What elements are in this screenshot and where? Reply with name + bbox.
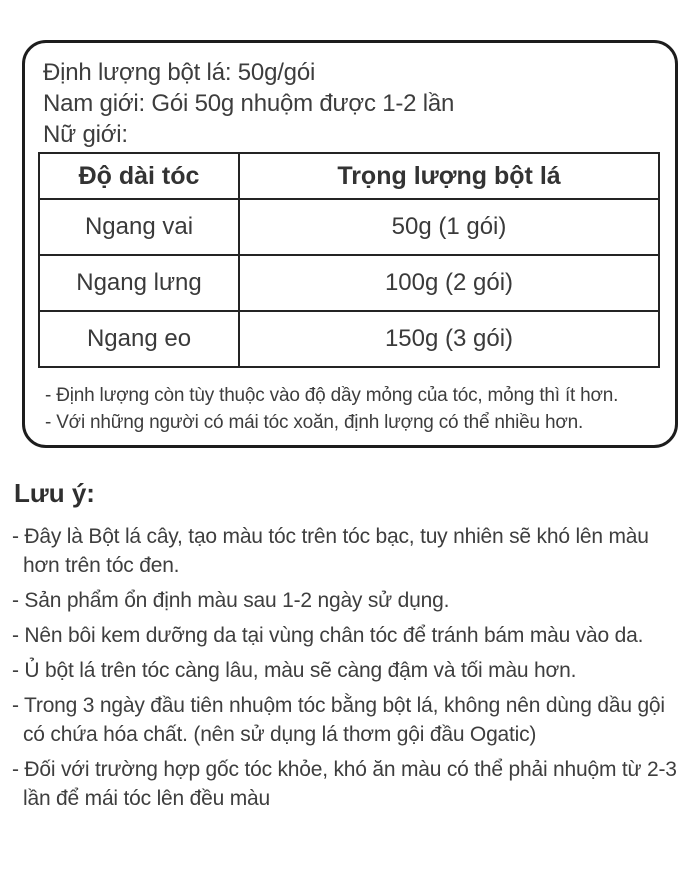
table-row xyxy=(39,255,659,311)
table-header-row xyxy=(39,153,659,199)
note-item: - Sản phẩm ổn định màu sau 1-2 ngày sử dụng. xyxy=(12,589,450,612)
intro-line-men: Nam giới: Gói 50g nhuộm được 1-2 lần xyxy=(43,90,455,117)
note-item: - Nên bôi kem dưỡng da tại vùng chân tóc để tránh bám màu vào da. xyxy=(12,624,644,647)
dosage-box xyxy=(22,40,678,448)
cell-powder-weight: 50g (1 gói) xyxy=(239,199,659,255)
footnote-curly-hair: - Với những người có mái tóc xoăn, định lượng có thể nhiều hơn. xyxy=(45,412,584,433)
dosage-intro xyxy=(43,57,657,150)
notes-list xyxy=(12,522,688,813)
notes-section xyxy=(12,478,688,819)
cell-hair-length: Ngang lưng xyxy=(39,255,239,311)
note-item: - Đối với trường hợp gốc tóc khỏe, khó ăn màu có thể phải nhuộm từ 2-3 lần để mái tóc lên đều màu xyxy=(12,758,677,810)
header-hair-length: Độ dài tóc xyxy=(39,153,239,199)
table-row xyxy=(39,199,659,255)
intro-line-women: Nữ giới: xyxy=(43,121,128,148)
cell-hair-length: Ngang vai xyxy=(39,199,239,255)
notes-heading: Lưu ý: xyxy=(14,478,95,508)
header-powder-weight: Trọng lượng bột lá xyxy=(239,153,659,199)
note-item: - Ủ bột lá trên tóc càng lâu, màu sẽ càng đậm và tối màu hơn. xyxy=(12,659,577,682)
cell-powder-weight: 150g (3 gói) xyxy=(239,311,659,367)
footnote-thickness: - Định lượng còn tùy thuộc vào độ dầy mỏng của tóc, mỏng thì ít hơn. xyxy=(45,385,619,406)
table-row xyxy=(39,311,659,367)
cell-powder-weight: 100g (2 gói) xyxy=(239,255,659,311)
dosage-footnotes xyxy=(45,382,657,436)
note-item: - Trong 3 ngày đầu tiên nhuộm tóc bằng bột lá, không nên dùng dầu gội có chứa hóa chất. (nên sử dụng lá thơm gội đầu Ogatic) xyxy=(12,694,665,746)
intro-line-per-pack: Định lượng bột lá: 50g/gói xyxy=(43,59,316,86)
cell-hair-length: Ngang eo xyxy=(39,311,239,367)
note-item: - Đây là Bột lá cây, tạo màu tóc trên tóc bạc, tuy nhiên sẽ khó lên màu hơn trên tóc đen. xyxy=(12,525,649,577)
dosage-table xyxy=(38,152,660,368)
